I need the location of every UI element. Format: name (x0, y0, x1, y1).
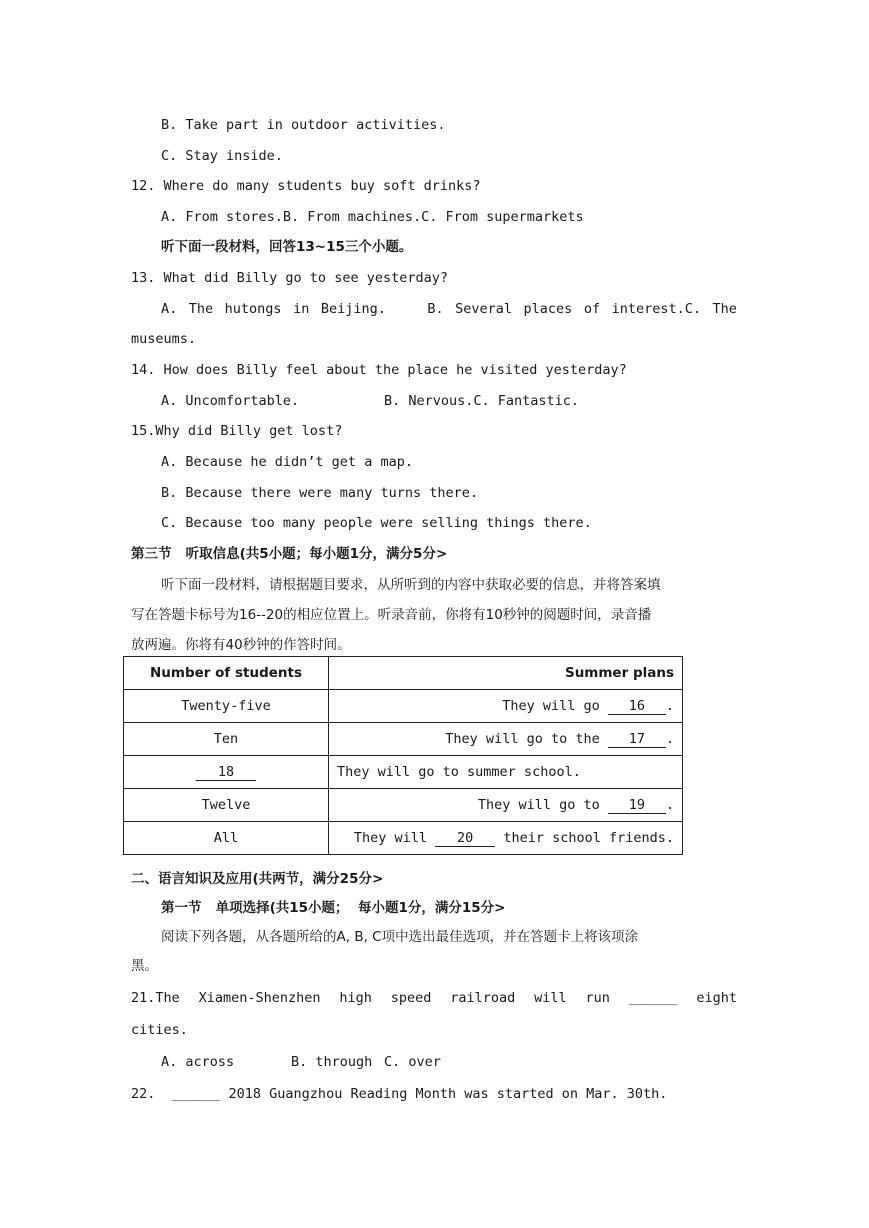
header-number-of-students: Number of students (124, 657, 329, 690)
question-21 (131, 989, 737, 1007)
plan-text-end: . (665, 796, 674, 813)
header-summer-plans: Summer plans (329, 657, 683, 690)
summer-plan (329, 690, 683, 723)
answer-blank-17: 17 (608, 732, 666, 748)
question-15: 15.Why did Billy get lost? (131, 423, 343, 439)
summer-plan (329, 822, 683, 855)
word: B. (427, 301, 444, 317)
word: interest.C. (611, 301, 701, 317)
answer-blank-20: 20 (435, 831, 495, 847)
student-count: Ten (124, 723, 329, 756)
word: Beijing. (320, 301, 386, 317)
question-14: 14. How does Billy feel about the place he visited yesterday? (131, 362, 627, 378)
word: 21.The (131, 990, 180, 1006)
word: Xiamen-Shenzhen (198, 990, 321, 1006)
word: A. (161, 301, 178, 317)
question-22: 22. ______ 2018 Guangzhou Reading Month was started on Mar. 30th. (131, 1086, 668, 1102)
plan-text: They will go (502, 697, 608, 714)
table-row (124, 822, 683, 855)
question-14-option-a: A. Uncomfortable. (161, 393, 300, 409)
student-count (124, 756, 329, 789)
table-row (124, 723, 683, 756)
question-13-options (161, 300, 737, 318)
question-13: 13. What did Billy go to see yesterday? (131, 270, 448, 286)
word: eight (696, 990, 737, 1006)
summer-plan (329, 789, 683, 822)
word: of (583, 301, 601, 317)
question-12: 12. Where do many students buy soft drinks? (131, 178, 481, 194)
section-3-instruction-line-3: 放两遍。你将有40秒钟的作答时间。 (131, 637, 351, 653)
word: in (293, 301, 310, 317)
part-2-title: 二、语言知识及应用(共两节，满分25分> (131, 871, 384, 887)
plan-text-end: . (665, 697, 674, 714)
section-1-title: 第一节 单项选择(共15小题； 每小题1分，满分15分> (161, 900, 506, 916)
plan-text: They will go to (477, 796, 608, 813)
section-3-instruction-line-1: 听下面一段材料，请根据题目要求，从所听到的内容中获取必要的信息，并将答案填 (161, 577, 661, 593)
plan-text-end: . (665, 730, 674, 747)
question-14-options-bc: B. Nervous.C. Fantastic. (384, 393, 580, 409)
question-11-option-c: C. Stay inside. (161, 148, 283, 164)
answer-blank-19: 19 (608, 798, 666, 814)
word: The (188, 301, 214, 317)
word: will (534, 990, 567, 1006)
word: Several (455, 301, 513, 317)
student-count: All (124, 822, 329, 855)
question-21-option-b: B. through (291, 1054, 373, 1070)
question-11-option-b: B. Take part in outdoor activities. (161, 117, 446, 133)
plan-text: They will (353, 829, 436, 846)
student-count: Twelve (124, 789, 329, 822)
question-21-option-c: C. over (384, 1054, 441, 1070)
question-15-option-b: B. Because there were many turns there. (161, 485, 478, 501)
word: railroad (450, 990, 516, 1006)
plan-text: They will go to the (445, 730, 608, 747)
section-1-instruction-line-2: 黑。 (131, 958, 158, 974)
table-row (124, 756, 683, 789)
summer-plans-table (123, 656, 683, 855)
table-header-row (124, 657, 683, 690)
summer-plan (329, 723, 683, 756)
answer-blank-18: 18 (196, 765, 256, 781)
summer-plan: They will go to summer school. (329, 756, 683, 789)
table-row (124, 789, 683, 822)
word: run (585, 990, 610, 1006)
section-3-title: 第三节 听取信息(共5小题；每小题1分，满分5分> (131, 546, 448, 562)
question-12-options: A. From stores.B. From machines.C. From supermarkets (161, 209, 584, 225)
question-21-continued: cities. (131, 1022, 188, 1038)
word: places (523, 301, 573, 317)
question-13-options-continued: museums. (131, 331, 197, 347)
section-3-instruction-line-2: 写在答题卡标号为16--20的相应位置上。听录音前，你将有10秒钟的阅题时间，录音播 (131, 607, 652, 623)
student-count: Twenty-five (124, 690, 329, 723)
answer-blank-21: ______ (628, 990, 678, 1006)
answer-blank-16: 16 (608, 699, 666, 715)
section-1-instruction-line-1: 阅读下列各题，从各题所给的A, B, C项中选出最佳选项，并在答题卡上将该项涂 (161, 929, 639, 945)
question-15-option-c: C. Because too many people were selling things there. (161, 515, 592, 531)
table-row (124, 690, 683, 723)
instruction-13-15: 听下面一段材料，回答13~15三个小题。 (161, 239, 413, 255)
word: The (712, 301, 737, 317)
question-21-option-a: A. across (161, 1054, 235, 1070)
question-15-option-a: A. Because he didn’t get a map. (161, 454, 413, 470)
word: hutongs (224, 301, 282, 317)
word: speed (390, 990, 432, 1006)
plan-text-end: their school friends. (495, 829, 674, 846)
word: high (339, 990, 372, 1006)
